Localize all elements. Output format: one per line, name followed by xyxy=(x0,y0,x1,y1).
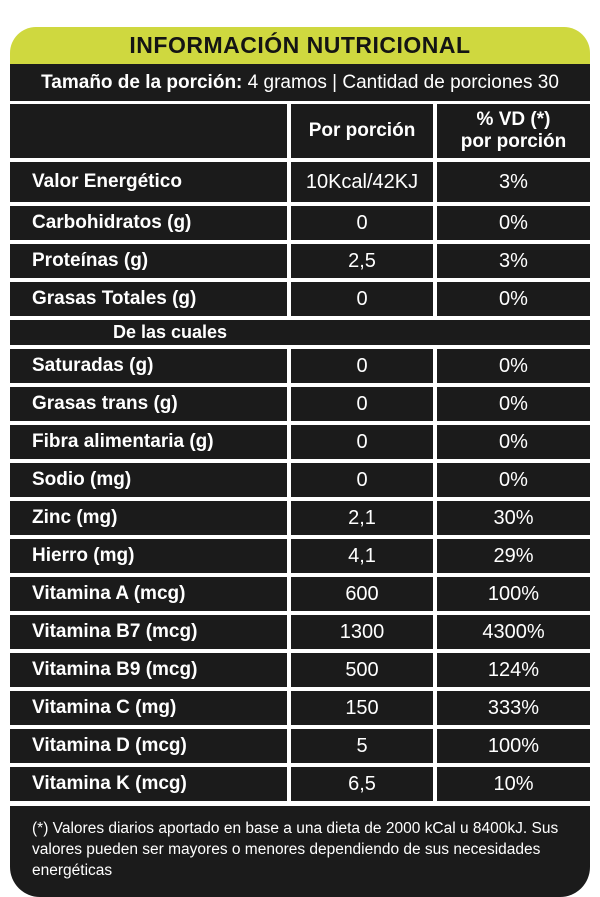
row-vd: 0% xyxy=(437,425,590,459)
table-row xyxy=(10,387,590,421)
table-header-row xyxy=(10,104,590,158)
table-row xyxy=(10,206,590,240)
row-label: Sodio (mg) xyxy=(10,463,287,497)
row-per-serving: 500 xyxy=(291,653,433,687)
header-empty-cell xyxy=(10,104,287,158)
row-label: Grasas trans (g) xyxy=(10,387,287,421)
header-vd-line2: por porción xyxy=(460,131,567,152)
row-vd: 0% xyxy=(437,463,590,497)
row-label: Saturadas (g) xyxy=(10,349,287,383)
row-label: Vitamina K (mcg) xyxy=(10,767,287,801)
page-title: INFORMACIÓN NUTRICIONAL xyxy=(129,32,471,58)
row-label: Proteínas (g) xyxy=(10,244,287,278)
row-vd: 30% xyxy=(437,501,590,535)
table-row xyxy=(10,767,590,801)
nutrition-label-panel xyxy=(10,27,590,897)
row-per-serving: 2,1 xyxy=(291,501,433,535)
serving-size-label: Tamaño de la porción: xyxy=(41,71,243,93)
row-vd: 4300% xyxy=(437,615,590,649)
table-row xyxy=(10,349,590,383)
row-vd: 29% xyxy=(437,539,590,573)
row-vd: 0% xyxy=(437,387,590,421)
header-vd-line1: % VD (*) xyxy=(476,109,551,131)
row-per-serving: 10Kcal/42KJ xyxy=(291,162,433,202)
row-vd: 3% xyxy=(437,162,590,202)
row-label: Carbohidratos (g) xyxy=(10,206,287,240)
row-label: Valor Energético xyxy=(10,162,287,202)
table-row xyxy=(10,577,590,611)
table-row xyxy=(10,244,590,278)
row-vd: 0% xyxy=(437,206,590,240)
serving-size-value: 4 gramos | Cantidad de porciones 30 xyxy=(242,71,559,93)
row-per-serving: 0 xyxy=(291,425,433,459)
row-per-serving: 0 xyxy=(291,206,433,240)
row-vd: 124% xyxy=(437,653,590,687)
row-per-serving: 150 xyxy=(291,691,433,725)
row-per-serving: 2,5 xyxy=(291,244,433,278)
row-vd: 10% xyxy=(437,767,590,801)
table-row xyxy=(10,729,590,763)
row-per-serving: 600 xyxy=(291,577,433,611)
row-per-serving: 1300 xyxy=(291,615,433,649)
section-header-row xyxy=(10,320,590,345)
row-vd: 3% xyxy=(437,244,590,278)
row-label: Vitamina B9 (mcg) xyxy=(10,653,287,687)
row-label: Vitamina B7 (mcg) xyxy=(10,615,287,649)
nutrition-table xyxy=(10,104,590,801)
row-label: Hierro (mg) xyxy=(10,539,287,573)
table-row xyxy=(10,425,590,459)
row-per-serving: 0 xyxy=(291,387,433,421)
row-vd: 333% xyxy=(437,691,590,725)
table-row xyxy=(10,539,590,573)
row-label: Grasas Totales (g) xyxy=(10,282,287,316)
row-label: Vitamina A (mcg) xyxy=(10,577,287,611)
table-row xyxy=(10,162,590,202)
row-per-serving: 4,1 xyxy=(291,539,433,573)
title-band xyxy=(10,27,590,64)
serving-info xyxy=(10,64,590,101)
section-header-cell xyxy=(10,320,590,345)
row-label: Fibra alimentaria (g) xyxy=(10,425,287,459)
row-label: Vitamina C (mg) xyxy=(10,691,287,725)
daily-values-footnote: (*) Valores diarios aportado en base a una dieta de 2000 kCal u 8400kJ. Sus valores pueden ser mayores o menores dependiendo de sus necesidades energéticas xyxy=(10,806,590,897)
header-vd xyxy=(437,104,590,158)
row-vd: 100% xyxy=(437,577,590,611)
row-label: Zinc (mg) xyxy=(10,501,287,535)
row-per-serving: 6,5 xyxy=(291,767,433,801)
row-per-serving: 5 xyxy=(291,729,433,763)
table-row xyxy=(10,653,590,687)
row-label: Vitamina D (mcg) xyxy=(10,729,287,763)
row-per-serving: 0 xyxy=(291,282,433,316)
row-per-serving: 0 xyxy=(291,349,433,383)
row-per-serving: 0 xyxy=(291,463,433,497)
table-row xyxy=(10,282,590,316)
table-row xyxy=(10,615,590,649)
header-per-serving: Por porción xyxy=(291,104,433,158)
section-header-label: De las cuales xyxy=(112,322,228,342)
row-vd: 100% xyxy=(437,729,590,763)
table-row xyxy=(10,463,590,497)
row-vd: 0% xyxy=(437,349,590,383)
table-row xyxy=(10,501,590,535)
table-row xyxy=(10,691,590,725)
row-vd: 0% xyxy=(437,282,590,316)
